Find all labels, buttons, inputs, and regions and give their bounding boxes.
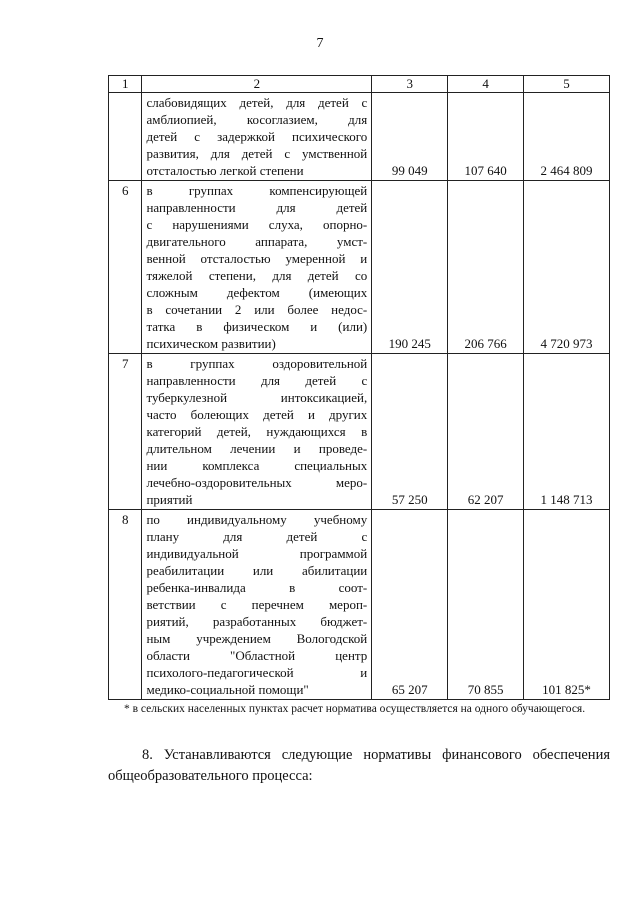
description-line: сложным дефектом (имеющих xyxy=(146,285,368,300)
description-line: риятий, разработанных бюджет- xyxy=(146,614,368,629)
row-number: 8 xyxy=(109,510,142,700)
description-line: в группах оздоровительной xyxy=(146,356,368,371)
description-line: по индивидуальному учебному xyxy=(146,512,368,527)
header-cell-3: 3 xyxy=(372,76,448,93)
description-line: развития, для детей с умственной xyxy=(146,146,368,161)
table-row xyxy=(109,354,610,510)
description-line: с нарушениями слуха, опорно- xyxy=(146,217,368,232)
description-line: медико-социальной помощи" xyxy=(146,682,309,697)
value-col-5: 1 148 713 xyxy=(524,354,610,510)
description-line: реабилитации или абилитации xyxy=(146,563,368,578)
description-line: ребенка-инвалида в соот- xyxy=(146,580,368,595)
description-line: плану для детей с xyxy=(146,529,368,544)
header-cell-2: 2 xyxy=(142,76,372,93)
value-col-4: 107 640 xyxy=(448,93,524,181)
description-line: туберкулезной интоксикацией, xyxy=(146,390,368,405)
value-col-5: 4 720 973 xyxy=(524,181,610,354)
description-line: психическом развитии) xyxy=(146,336,276,351)
description-line: нии комплекса специальных xyxy=(146,458,368,473)
description-line: ным учреждением Вологодской xyxy=(146,631,368,646)
row-description xyxy=(142,93,372,181)
description-line: двигательного аппарата, умст- xyxy=(146,234,368,249)
page-number: 7 xyxy=(316,36,324,51)
description-line: лечебно-оздоровительных меро- xyxy=(146,475,368,490)
row-number xyxy=(109,93,142,181)
table-row xyxy=(109,181,610,354)
description-line: направленности для детей с xyxy=(146,373,368,388)
norms-table xyxy=(108,75,610,700)
table-row xyxy=(109,510,610,700)
footnote: * в сельских населенных пунктах расчет норматива осуществляется на одного обучающегося. xyxy=(124,703,586,715)
description-line: детей с задержкой психического xyxy=(146,129,368,144)
description-line: тяжелой степени, для детей со xyxy=(146,268,368,283)
value-col-3: 99 049 xyxy=(372,93,448,181)
value-col-4: 206 766 xyxy=(448,181,524,354)
description-line: области "Областной центр xyxy=(146,648,368,663)
description-line: татка в физическом и (или) xyxy=(146,319,368,334)
row-number: 6 xyxy=(109,181,142,354)
description-line: в сочетании 2 или более недос- xyxy=(146,302,368,317)
row-description xyxy=(142,510,372,700)
value-col-4: 62 207 xyxy=(448,354,524,510)
description-line: направленности для детей xyxy=(146,200,368,215)
description-line: часто болеющих детей и других xyxy=(146,407,368,422)
row-description xyxy=(142,354,372,510)
description-line: отсталостью легкой степени xyxy=(146,163,304,178)
description-line: категорий детей, нуждающихся в xyxy=(146,424,368,439)
description-line: психолого-педагогической и xyxy=(146,665,368,680)
description-line: в группах компенсирующей xyxy=(146,183,368,198)
value-col-5: 2 464 809 xyxy=(524,93,610,181)
description-line: ветствии с перечнем мероп- xyxy=(146,597,368,612)
header-cell-5: 5 xyxy=(524,76,610,93)
value-col-3: 57 250 xyxy=(372,354,448,510)
description-line: венной отсталостью умеренной и xyxy=(146,251,368,266)
description-line: приятий xyxy=(146,492,193,507)
value-col-5: 101 825* xyxy=(524,510,610,700)
table-row xyxy=(109,93,610,181)
value-col-3: 65 207 xyxy=(372,510,448,700)
value-col-3: 190 245 xyxy=(372,181,448,354)
header-cell-1: 1 xyxy=(109,76,142,93)
description-line: длительном лечении и проведе- xyxy=(146,441,368,456)
header-cell-4: 4 xyxy=(448,76,524,93)
description-line: слабовидящих детей, для детей с xyxy=(146,95,368,110)
value-col-4: 70 855 xyxy=(448,510,524,700)
row-description xyxy=(142,181,372,354)
table-header-row xyxy=(109,76,610,93)
description-line: индивидуальной программой xyxy=(146,546,368,561)
description-line: амблиопией, косоглазием, для xyxy=(146,112,368,127)
paragraph-8: 8. Устанавливаются следующие нормативы финансового обеспечения общеобразовательного процесса: xyxy=(108,747,610,784)
row-number: 7 xyxy=(109,354,142,510)
